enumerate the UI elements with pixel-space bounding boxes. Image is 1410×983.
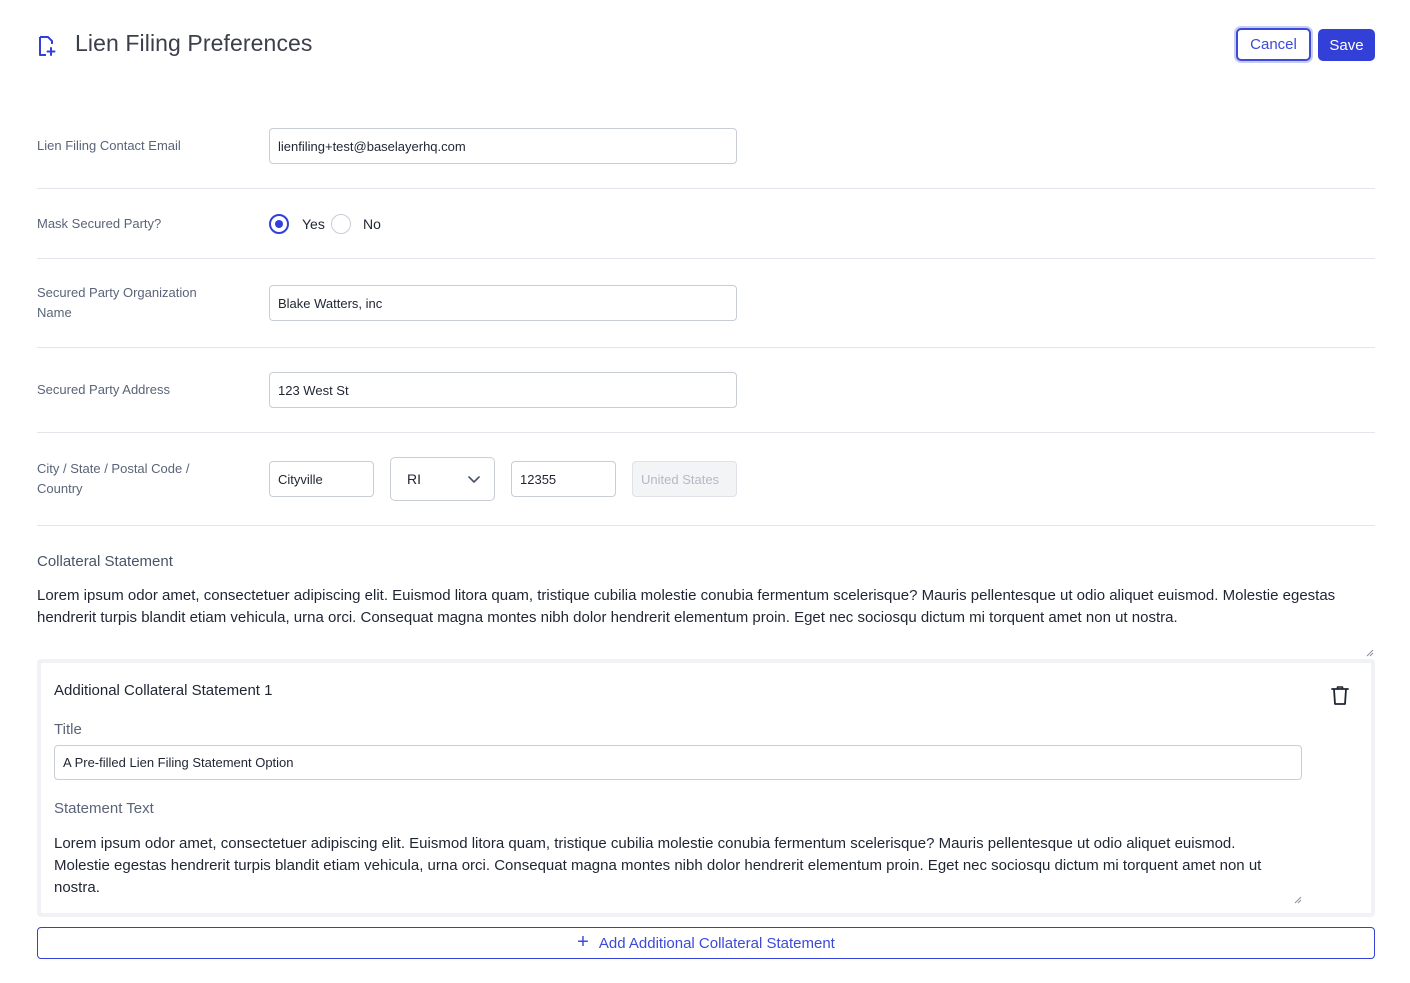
additional-statement-card: [37, 659, 1375, 917]
title-field[interactable]: A Pre-filled Lien Filing Statement Option: [54, 745, 1302, 780]
row-divider: [37, 432, 1375, 433]
trash-icon[interactable]: [1331, 685, 1349, 705]
chevron-down-icon: [468, 474, 480, 484]
resize-handle-icon[interactable]: [1294, 896, 1302, 904]
mask-no-radio[interactable]: [331, 214, 351, 234]
collateral-statement-textarea[interactable]: Lorem ipsum odor amet, consectetuer adipiscing elit. Euismod litora quam, tristique cubilia molestie conubia fermentum scelerisque? Mauris pellentesque ut odio aliquet euismod. Molestie egestas hendrerit turpis blandit etiam vehicula, urna orci. Consequat magna montes nibh dolor hendrerit elementum proin. Eget nec sociosqu dictum mi torquent amet non ut nostra.: [37, 587, 1336, 626]
org-name-label: Secured Party Organization Name: [37, 285, 197, 320]
resize-handle-icon[interactable]: [1366, 649, 1374, 657]
postal-code-field[interactable]: 12355: [511, 461, 616, 497]
org-name-field[interactable]: Blake Watters, inc: [269, 285, 737, 321]
additional-statement-heading: Additional Collateral Statement 1: [54, 682, 273, 699]
address-field[interactable]: 123 West St: [269, 372, 737, 408]
country-field: United States: [632, 461, 737, 497]
contact-email-label: Lien Filing Contact Email: [37, 138, 181, 153]
row-divider: [37, 347, 1375, 348]
state-select[interactable]: [390, 457, 495, 501]
add-button-label: Add Additional Collateral Statement: [598, 934, 835, 952]
state-select-value: RI: [407, 471, 421, 487]
contact-email-field[interactable]: lienfiling+test@baselayerhq.com: [269, 128, 737, 164]
statement-text-textarea[interactable]: Lorem ipsum odor amet, consectetuer adipiscing elit. Euismod litora quam, tristique cubilia molestie conubia fermentum scelerisque? Mauris pellentesque ut odio aliquet euismod. Molestie egestas hendrerit turpis blandit etiam vehicula, urna orci. Consequat magna montes nibh dolor hendrerit elementum proin. Eget nec sociosqu dictum mi torquent amet non ut nostra.: [54, 835, 1262, 896]
mask-secured-party-label: Mask Secured Party?: [37, 216, 162, 231]
mask-yes-label[interactable]: Yes: [302, 216, 325, 232]
address-label: Secured Party Address: [37, 382, 170, 397]
statement-text-label: Statement Text: [54, 800, 154, 817]
plus-icon: +: [577, 931, 589, 953]
mask-yes-radio[interactable]: [269, 214, 289, 234]
city-field[interactable]: Cityville: [269, 461, 374, 497]
title-label: Title: [54, 721, 82, 738]
row-divider: [37, 525, 1375, 526]
row-divider: [37, 188, 1375, 189]
collateral-statement-title: Collateral Statement: [37, 553, 173, 570]
add-collateral-statement-button[interactable]: [37, 927, 1375, 959]
location-label: City / State / Postal Code / Country: [37, 461, 190, 496]
save-button[interactable]: Save: [1318, 29, 1375, 61]
mask-no-label[interactable]: No: [363, 216, 381, 232]
document-plus-icon: [37, 35, 57, 57]
cancel-button[interactable]: Cancel: [1236, 28, 1311, 61]
page-title: Lien Filing Preferences: [75, 30, 313, 56]
row-divider: [37, 258, 1375, 259]
